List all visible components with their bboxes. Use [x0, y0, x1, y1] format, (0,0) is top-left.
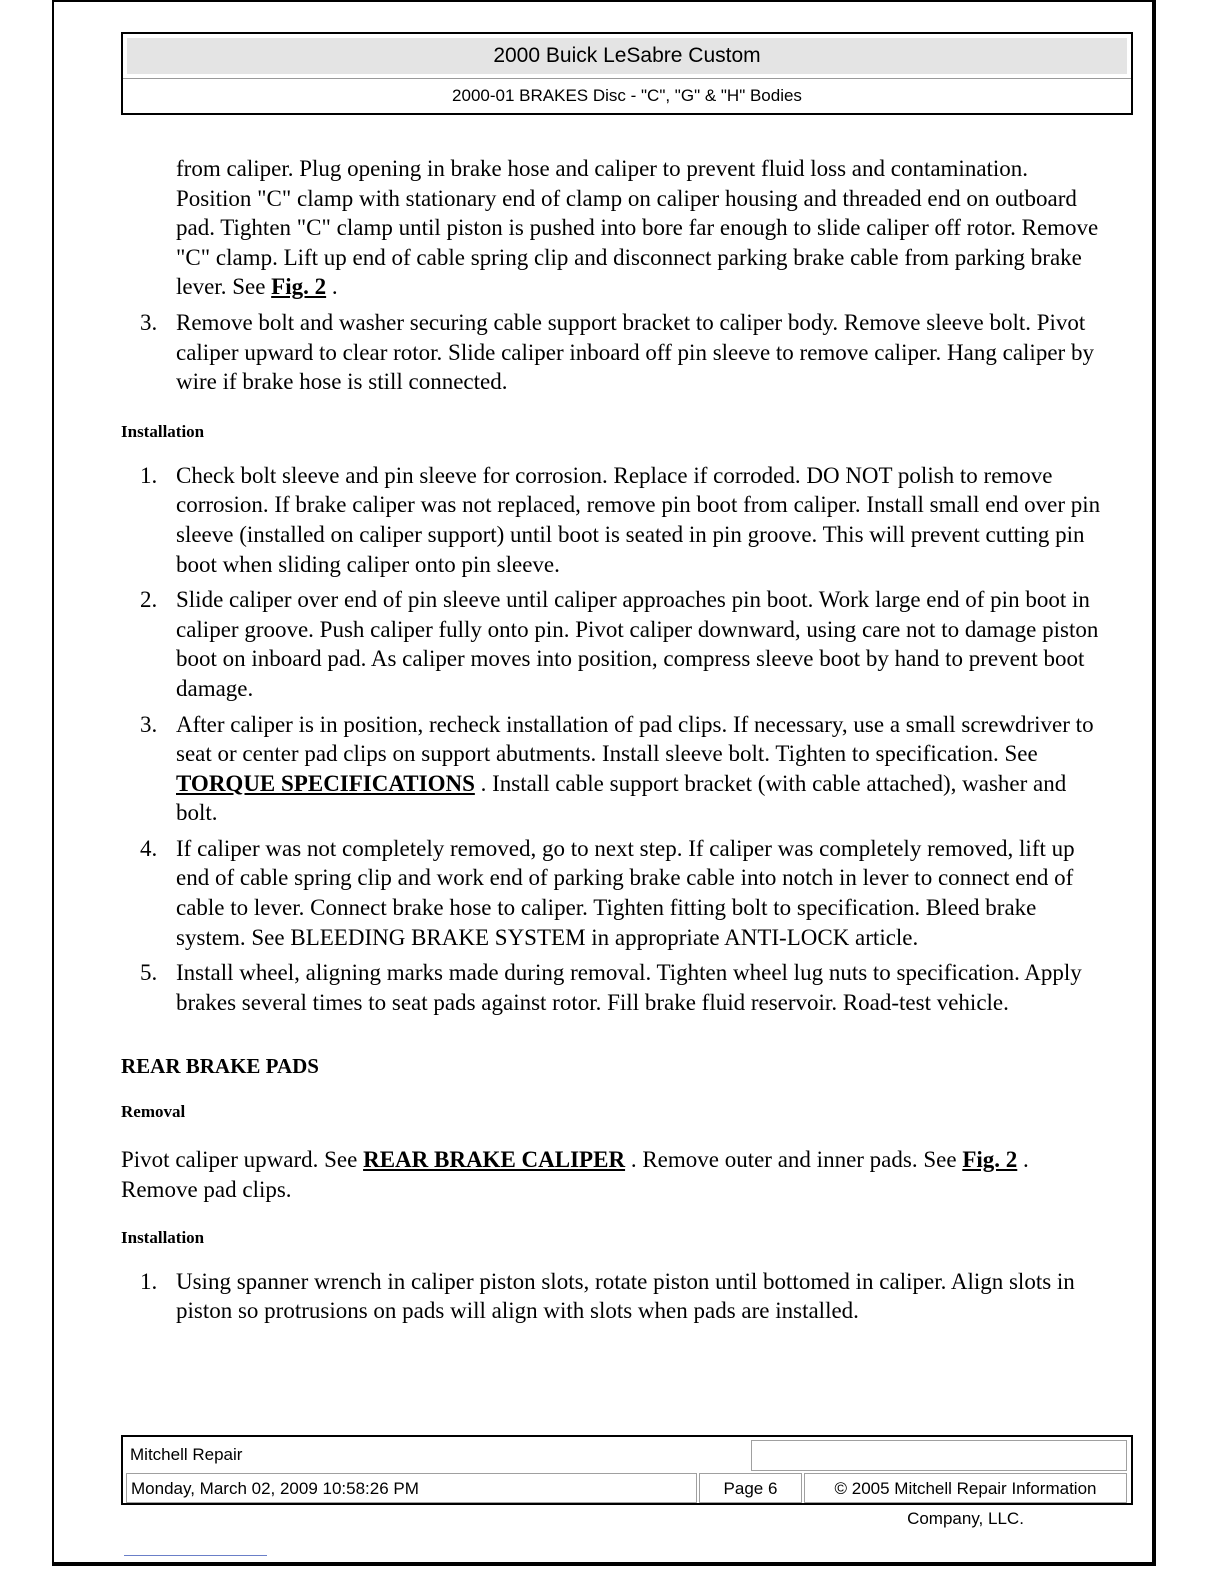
document-footer — [121, 1435, 1133, 1528]
footer-date: Monday, March 02, 2009 10:58:26 PM — [126, 1473, 697, 1503]
list-item: 4. If caliper was not completely removed, go to next step. If caliper was completely removed, lift up end of cable spring clip and work end of parking brake cable into notch in lever to connect end of cable to lever. Connect brake hose to caliper. Tighten fitting bolt to specification. Bleed brake system. See BLEEDING BRAKE SYSTEM in appropriate ANTI-LOCK article. — [140, 835, 1075, 950]
list-item: 5. Install wheel, aligning marks made during removal. Tighten wheel lug nuts to specification. Apply brakes several times to seat pads against rotor. Fill brake fluid reservoir. Road-test vehicle. — [140, 960, 1082, 1015]
footer-source: Mitchell Repair — [130, 1445, 243, 1464]
document-subtitle: 2000-01 BRAKES Disc - "C", "G" & "H" Bodies — [123, 78, 1131, 113]
installation-heading: Installation — [121, 1227, 205, 1247]
removal-heading: Removal — [121, 1102, 186, 1122]
installation-heading: Installation — [121, 421, 205, 441]
rear-brake-pads-heading: REAR BRAKE PADS — [121, 1054, 319, 1079]
footer-page-number: Page 6 — [699, 1473, 802, 1503]
installation-steps-list — [121, 461, 1101, 1018]
footer-empty-cell — [751, 1440, 1127, 1471]
installation-steps-list — [121, 1267, 1101, 1326]
document-body — [121, 154, 1101, 1326]
removal-steps-list — [121, 308, 1101, 397]
footer-copyright: © 2005 Mitchell Repair Information Company, LLC. — [804, 1473, 1127, 1503]
divider — [124, 1555, 267, 1556]
list-item: 2. Slide caliper over end of pin sleeve until caliper approaches pin boot. Work large end of pin boot in caliper groove. Push caliper fully onto pin. Pivot caliper downward, using care not to damage piston boot on inboard pad. As caliper moves into position, compress sleeve boot by hand to prevent boot damage. — [140, 587, 1099, 701]
continued-step-text: from caliper. Plug opening in brake hose and caliper to prevent fluid loss and contamination. Position "C" clamp with stationary end of clamp on caliper housing and threaded end on outboard pad. Tighten "C" clamp until piston is pushed into bore far enough to slide caliper off rotor. Remove "C" clamp. Lift up end of cable spring clip and disconnect parking brake cable from parking brake lever. See Fig. 2 . — [176, 156, 1099, 300]
rear-brake-caliper-link[interactable]: REAR BRAKE CALIPER — [363, 1147, 626, 1173]
document-title: 2000 Buick LeSabre Custom — [127, 38, 1127, 74]
torque-specifications-link[interactable]: TORQUE SPECIFICATIONS — [176, 770, 475, 796]
list-item: 3. After caliper is in position, recheck installation of pad clips. If necessary, use a small screwdriver to seat or center pad clips on support abutments. Install sleeve bolt. Tighten to specification. See TORQUE SPECIFICATIONS . Install cable support bracket (with cable attached), washer and bolt. — [140, 711, 1094, 826]
fig-2-link[interactable]: Fig. 2 — [962, 1147, 1018, 1173]
list-item: 3. Remove bolt and washer securing cable support bracket to caliper body. Remove sleeve bolt. Pivot caliper upward to clear rotor. Slide caliper inboard off pin sleeve to remove caliper. Hang caliper by wire if brake hose is still connected. — [140, 309, 1094, 395]
list-item: 1. Check bolt sleeve and pin sleeve for corrosion. Replace if corroded. DO NOT polish to remove corrosion. If brake caliper was not replaced, remove pin boot from caliper. Install small end over pin sleeve (installed on caliper support) until boot is seated in pin groove. This will prevent cutting pin boot when sliding caliper onto pin sleeve. — [140, 462, 1101, 577]
document-header — [121, 32, 1133, 115]
list-item: 1. Using spanner wrench in caliper piston slots, rotate piston until bottomed in caliper. Align slots in piston so protrusions on pads will align with slots when pads are installed. — [140, 1268, 1075, 1324]
fig-2-link[interactable]: Fig. 2 — [271, 274, 327, 300]
removal-paragraph: Pivot caliper upward. See REAR BRAKE CALIPER . Remove outer and inner pads. See Fig. 2 . Remove pad clips. — [121, 1147, 1029, 1203]
